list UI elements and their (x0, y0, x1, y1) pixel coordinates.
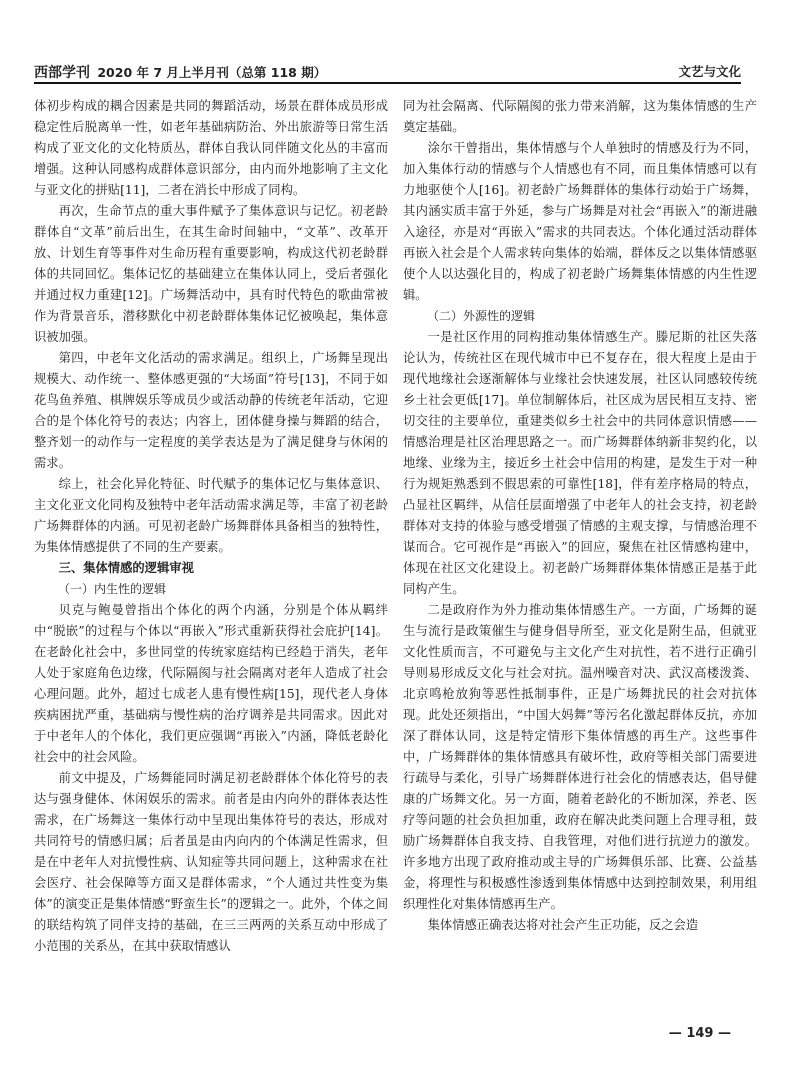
paragraph: 一是社区作用的同构推动集体情感生产。滕尼斯的社区失落论认为，传统社区在现代城市中已不复存在，很大程度上是由于现代地缘社会逐渐解体与业缘社会快速发展，社区认同感较传统乡土社会更低[17]。单位制解体后，社区成为居民相互支持、密切交往的主要单位，重建类似乡土社会中的共同体意识情感——情感治理是社区治理思路之一。而广场舞群体纳新非契约化，以地缘、业缘为主，接近乡土社会中信用的构建，是发生于对一种行为规矩熟悉到不假思索的可靠性[18]，伴有差序格局的特点，凸显社区羁绊，从信任层面增强了中老年人的社会支持，初老龄群体对支持的体验与感受增强了情感的主观支撑，与情感治理不谋而合。它可视作是“再嵌入”的回应，聚焦在社区情感构建中，体现在社区文化建设上。初老龄广场舞群体集体情感正是基于此同构产生。 (403, 330, 757, 596)
page-number: — 149 — (668, 1026, 731, 1041)
paragraph: 贝克与鲍曼曾指出个体化的两个内涵，分别是个体从羁绊中“脱嵌”的过程与个体以“再嵌入”形式重新获得社会庇护[14]。在老龄化社会中，多世同堂的传统家庭结构已经趋于消失，老年人处于家庭角色边缘，代际隔阂与社会隔离对老年人造成了社会心理问题。此外，超过七成老人患有慢性病[15]，现代老人身体疾病困扰严重，基础病与慢性病的治疗调养是共同需求。因此对于中老年人的个体化，我们更应强调“再嵌入”内涵，降低老龄化社会中的社会风险。 (34, 603, 388, 764)
section-title: 文艺与文化 (678, 64, 741, 79)
paragraph: 二是政府作为外力推动集体情感生产。一方面，广场舞的诞生与流行是政策催生与健身倡导所至，亚文化是附生品，但就亚文化性质而言，不可避免与主文化产生对抗性，若不进行正确引导则易形成反文化与社会对抗。温州噪音对决、武汉高楼泼粪、北京鸣枪放狗等恶性抵制事件，正是广场舞扰民的社会对抗体现。此处还须指出，“中国大妈舞”等污名化激起群体反抗，亦加深了群体认同，这是特定情形下集体情感的再生产。这些事件中，广场舞群体的集体情感具有破坏性，政府等相关部门需要进行疏导与柔化，引导广场舞群体进行社会化的情感表达，倡导健康的广场舞文化。另一方面，随着老龄化的不断加深，养老、医疗等问题的社会负担加重，政府在解决此类问题上合理寻租，鼓励广场舞群体自我支持、自我管理，对他们进行抗逆力的激发。许多地方出现了政府推动或主导的广场舞俱乐部、比赛、公益基金，将理性与积极感性渗透到集体情感中达到控制效果，利用组织理性化对集体情感再生产。 (403, 603, 757, 911)
paragraph: 综上，社会化异化特征、时代赋予的集体记忆与集体意识、主文化亚文化同构及独特中老年活动需求满足等，丰富了初老龄广场舞群体的内涵。可见初老龄广场舞群体具备相当的独特性，为集体情感提供了不同的生产要素。 (34, 477, 388, 554)
paragraph: 前文中提及，广场舞能同时满足初老龄群体个体化符号的表达与强身健体、休闲娱乐的需求。前者是由内向外的群体表达性需求，在广场舞这一集体行动中呈现出集体符号的表达，形成对共同符号的情感归属；后者虽是由内向内的个体满足性需求，但是在中老年人对抗慢性病、认知症等共同问题上，这种需求在社会医疗、社会保障等方面又是群体需求，“个人通过共性变为集体”的演变正是集体情感“野蛮生长”的逻辑之一。此外，个体之间的联结构筑了同伴支持的基础，在三三两两的关系互动中形成了小范围的关系丛，在其中获取情感认 (34, 771, 388, 953)
paragraph: 再次，生命节点的重大事件赋予了集体意识与记忆。初老龄群体自“文革”前后出生，在其生命时间轴中，“文革”、改革开放、计划生育等事件对生命历程有重要影响，构成这代初老龄群体的共同回忆。集体记忆的基础建立在集体认同上，受后者强化并通过权力重建[12]。广场舞活动中，具有时代特色的歌曲常被作为背景音乐，潜移默化中初老龄群体集体记忆被唤起，集体意识被加强。 (34, 204, 388, 344)
subsection-heading: （二）外源性的逻辑 (427, 309, 536, 323)
paragraph: 涂尔干曾指出，集体情感与个人单独时的情感及行为不同，加入集体行动的情感与个人情感也有不同，而且集体情感可以有力地驱使个人[16]。初老龄广场舞群体的集体行动始于广场舞，其内涵实质丰富于外延，参与广场舞是对社会“再嵌入”的渐进融入途径，亦是对“再嵌入”需求的共同表达。个体化通过活动群体再嵌入社会是个人需求转向集体的始端，群体反之以集体情感驱使个人以达强化目的，构成了初老龄广场舞集体情感的内生性逻辑。 (403, 141, 757, 302)
issue-info: 2020 年 7 月上半月刊（总第 118 期） (97, 65, 327, 80)
subsection-heading: （一）内生性的逻辑 (58, 582, 167, 596)
paragraph: 第四，中老年文化活动的需求满足。组织上，广场舞呈现出规模大、动作统一、整体感更强的“大场面”符号[13]，不同于如花鸟鱼养殖、棋牌娱乐等成员少或活动静的传统老年活动，它迎合的是个体化符号的表达；内容上，团体健身操与舞蹈的结合，整齐划一的动作与一定程度的美学表达是为了满足健身与休闲的需求。 (34, 351, 388, 470)
header-rule (34, 82, 741, 84)
paragraph: 同为社会隔离、代际隔阂的张力带来消解，这为集体情感的生产奠定基础。 (403, 99, 757, 134)
journal-logo: 西部学刊 (34, 65, 90, 81)
paragraph: 集体情感正确表达将对社会产生正功能，反之会造 (427, 918, 699, 932)
journal-masthead (34, 62, 326, 82)
section-heading: 三、集体情感的逻辑审视 (58, 561, 194, 575)
page-header (0, 0, 793, 86)
right-column (403, 96, 757, 1016)
left-column (34, 96, 388, 1016)
paragraph: 体初步构成的耦合因素是共同的舞蹈活动，场景在群体成员形成稳定性后脱离单一性，如老年基础病防治、外出旅游等日常生活构成了亚文化的文化特质丛，群体自我认同伴随文化丛的丰富而增强。这种认同感构成群体意识部分，由内而外地影响了主文化与亚文化的拼贴[11]，二者在消长中形成了同构。 (34, 99, 388, 197)
